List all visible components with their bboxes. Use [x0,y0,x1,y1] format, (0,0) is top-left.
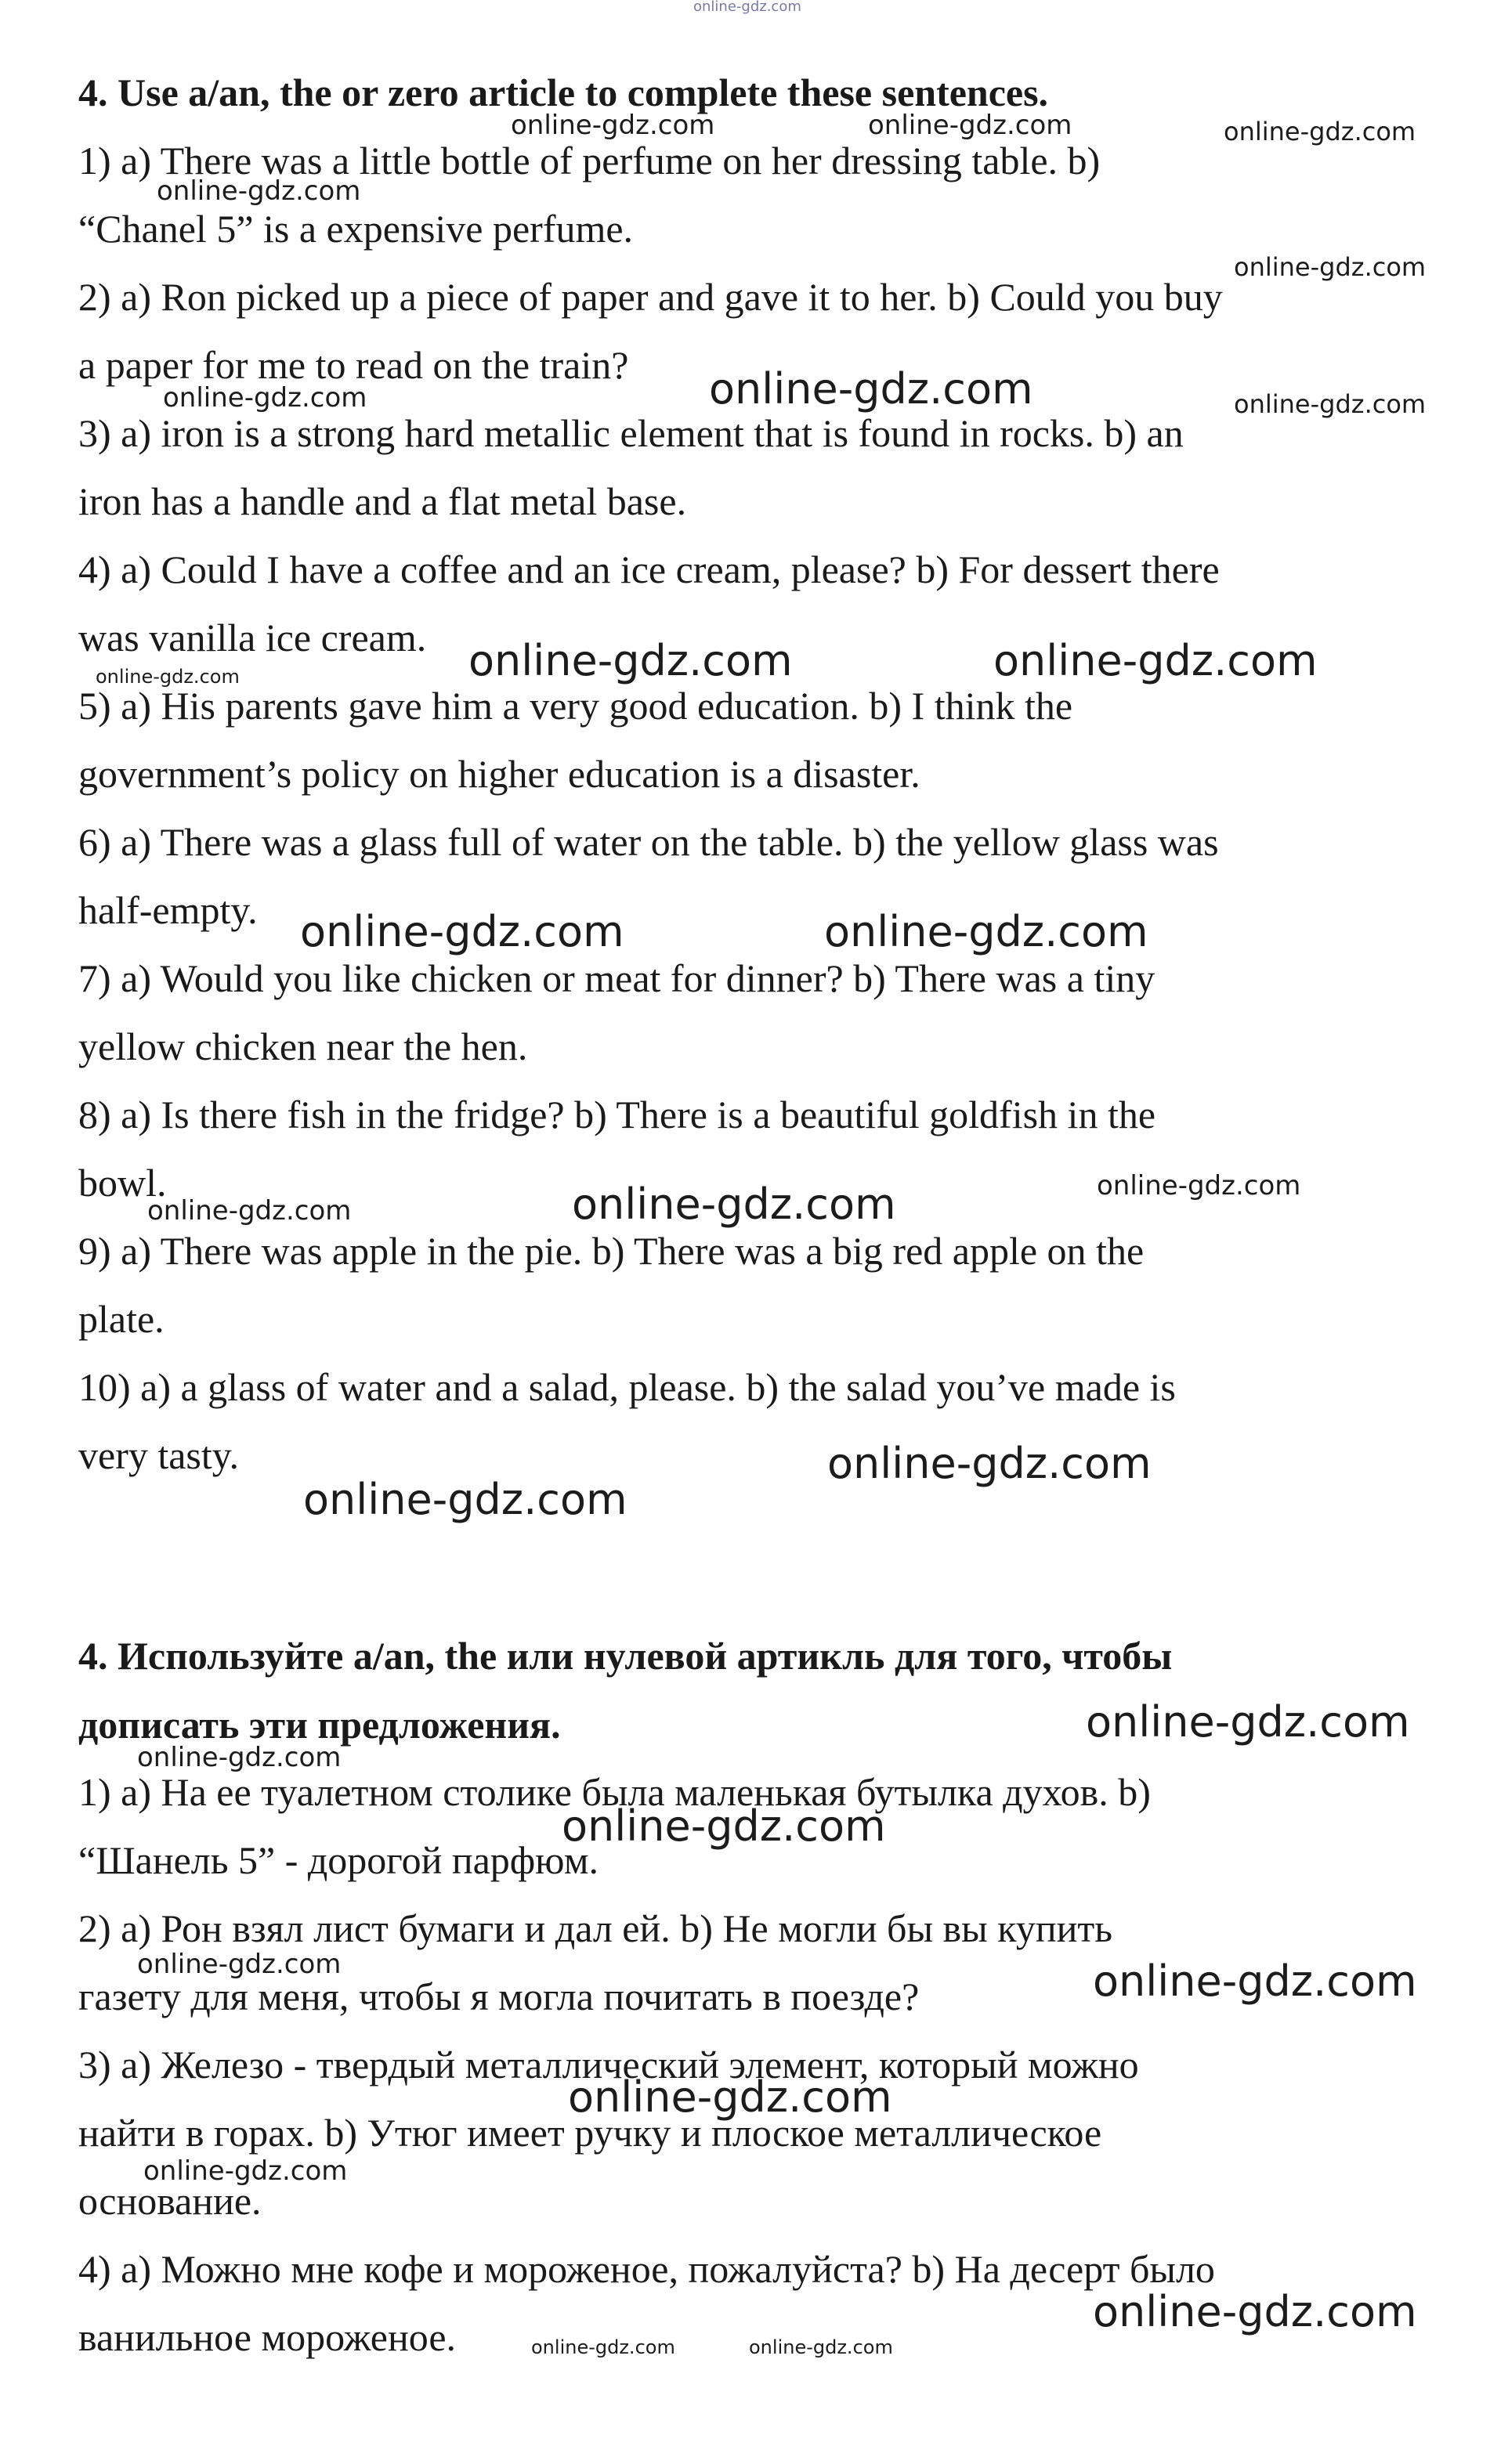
sentence-line: iron has a handle and a flat metal base. [78,479,687,523]
translation-line: основание. [78,2179,262,2223]
watermark: online-gdz.com [1234,252,1427,282]
translation-line: газету для меня, чтобы я могла почитать в поезде? [78,1974,920,2018]
watermark: online-gdz.com [137,1742,342,1773]
watermark: online-gdz.com [96,666,240,688]
watermark: online-gdz.com [993,636,1318,685]
exercise-heading-russian-cont: дописать эти предложения. [78,1703,561,1747]
translation-line: найти в горах. b) Утюг имеет ручку и плоское металлическое [78,2111,1102,2155]
watermark: online-gdz.com [137,1949,342,1980]
watermark: online-gdz.com [562,1801,886,1851]
sentence-line: 10) a) a glass of water and a salad, please. b) the salad you’ve made is [78,1365,1176,1409]
watermark: online-gdz.com [1086,1697,1410,1747]
watermark: online-gdz.com [511,110,715,141]
watermark: online-gdz.com [1093,2287,1417,2336]
watermark: online-gdz.com [1093,1956,1417,2006]
watermark: online-gdz.com [300,907,624,956]
sentence-line: 2) a) Ron picked up a piece of paper and gave it to her. b) Could you buy [78,275,1223,319]
sentence-line: 6) a) There was a glass full of water on the table. b) the yellow glass was [78,820,1219,864]
watermark: online-gdz.com [868,110,1072,141]
sentence-line: 9) a) There was apple in the pie. b) There was a big red apple on the [78,1229,1145,1273]
watermark: online-gdz.com [824,907,1148,956]
sentence-line: was vanilla ice cream. [78,616,427,659]
sentence-line: plate. [78,1297,165,1341]
watermark: online-gdz.com [572,1180,896,1229]
watermark: online-gdz.com [143,2155,348,2187]
watermark: online-gdz.com [749,2336,893,2358]
sentence-line: yellow chicken near the hen. [78,1024,528,1068]
translation-line: 4) a) Можно мне кофе и мороженое, пожалуйста? b) На десерт было [78,2247,1215,2291]
watermark: online-gdz.com [163,382,367,414]
watermark: online-gdz.com [693,0,801,15]
watermark: online-gdz.com [1097,1170,1301,1201]
translation-line: 1) a) На ее туалетном столике была маленькая бутылка духов. b) [78,1770,1151,1814]
watermark: online-gdz.com [1224,117,1416,146]
sentence-line: government’s policy on higher education is a disaster. [78,752,920,796]
translation-line: 3) a) Железо - твердый металлический элемент, который можно [78,2043,1139,2086]
sentence-line: 3) a) iron is a strong hard metallic element that is found in rocks. b) an [78,411,1184,455]
watermark: online-gdz.com [827,1439,1152,1488]
translation-line: “Шанель 5” - дорогой парфюм. [78,1838,599,1882]
watermark: online-gdz.com [568,2072,892,2122]
watermark: online-gdz.com [303,1475,627,1524]
sentence-line: half-empty. [78,888,258,932]
sentence-line: 5) a) His parents gave him a very good education. b) I think the [78,684,1073,728]
watermark: online-gdz.com [1234,389,1427,419]
watermark: online-gdz.com [147,1195,352,1227]
watermark: online-gdz.com [531,2336,675,2358]
watermark: online-gdz.com [157,175,361,207]
sentence-line: 1) a) There was a little bottle of perfume on her dressing table. b) [78,139,1101,182]
watermark: online-gdz.com [709,364,1033,414]
sentence-line: 7) a) Would you like chicken or meat for dinner? b) There was a tiny [78,956,1155,1000]
translation-line: 2) a) Рон взял лист бумаги и дал ей. b) Не могли бы вы купить [78,1906,1112,1950]
exercise-heading-english: 4. Use a/an, the or zero article to complete these sentences. [78,70,1049,114]
sentence-line: 4) a) Could I have a coffee and an ice cream, please? b) For dessert there [78,547,1220,591]
sentence-line: 8) a) Is there fish in the fridge? b) There is a beautiful goldfish in the [78,1093,1156,1136]
watermark: online-gdz.com [468,636,793,685]
sentence-line: bowl. [78,1161,167,1205]
translation-line: ванильное мороженое. [78,2315,457,2359]
exercise-heading-russian: 4. Используйте a/an, the или нулевой артикль для того, чтобы [78,1634,1173,1678]
sentence-line: “Chanel 5” is a expensive perfume. [78,207,634,251]
sentence-line: very tasty. [78,1433,240,1477]
sentence-line: a paper for me to read on the train? [78,343,629,387]
